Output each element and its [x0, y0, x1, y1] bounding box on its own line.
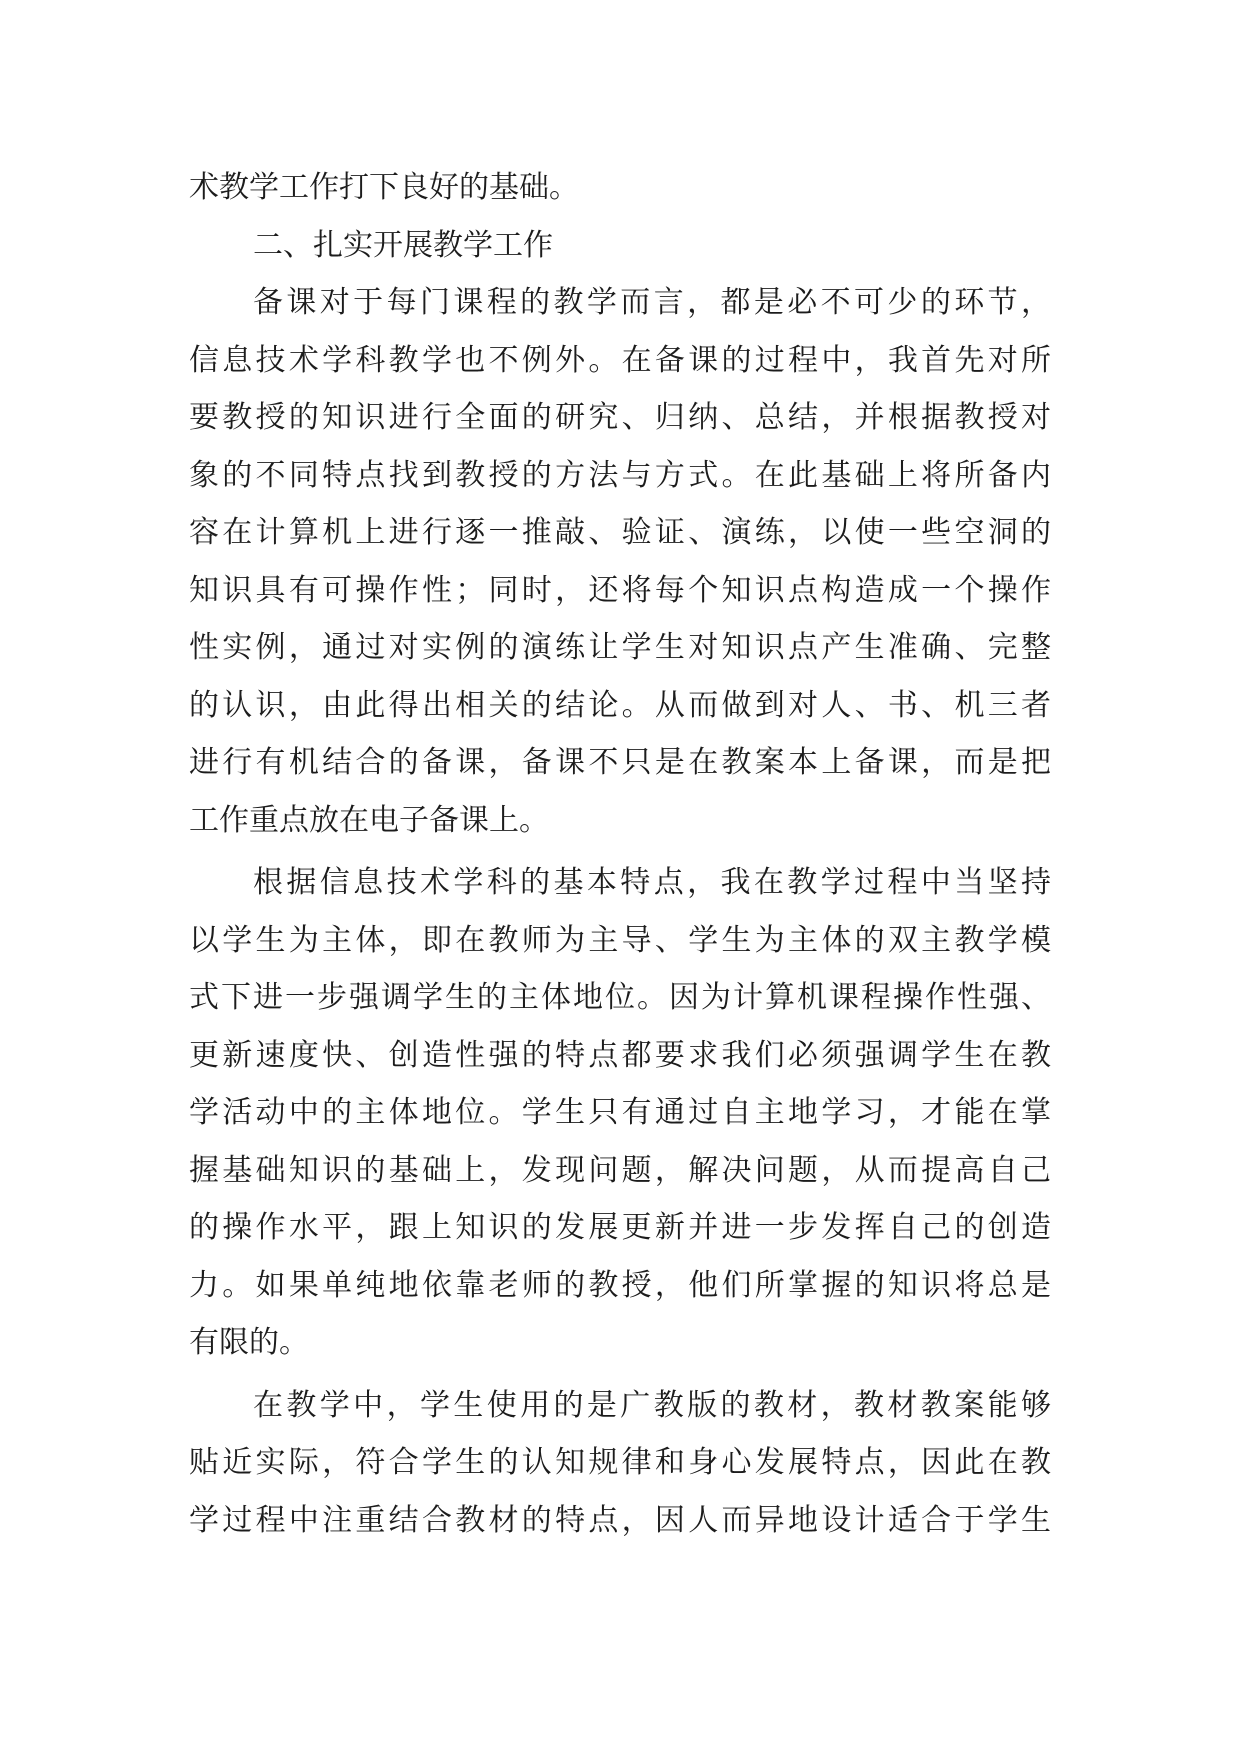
- text-line: 象的不同特点找到教授的方法与方式。在此基础上将所备内: [189, 457, 1051, 493]
- body-text: [189, 159, 1051, 1549]
- paragraph-first-line: 在教学中，学生使用的是广教版的教材，教材教案能够: [253, 1387, 1051, 1423]
- text-line: 进行有机结合的备课，备课不只是在教案本上备课，而是把: [189, 745, 1051, 780]
- section-heading: 二、扎实开展教学工作: [253, 227, 553, 263]
- text-line: 容在计算机上进行逐一推敲、验证、演练，以使一些空洞的: [189, 515, 1051, 550]
- text-line: 知识具有可操作性；同时，还将每个知识点构造成一个操作: [189, 572, 1051, 608]
- text-line: 有限的。: [189, 1325, 309, 1360]
- text-line: 性实例，通过对实例的演练让学生对知识点产生准确、完整: [189, 630, 1051, 665]
- text-line: 信息技术学科教学也不例外。在备课的过程中，我首先对所: [189, 342, 1051, 378]
- text-line: 式下进一步强调学生的主体地位。因为计算机课程操作性强、: [189, 980, 1051, 1015]
- text-line: 术教学工作打下良好的基础。: [189, 170, 579, 205]
- text-line: 学活动中的主体地位。学生只有通过自主地学习，才能在掌: [189, 1095, 1051, 1130]
- text-line: 要教授的知识进行全面的研究、归纳、总结，并根据教授对: [189, 400, 1051, 435]
- text-line: 以学生为主体，即在教师为主导、学生为主体的双主教学模: [189, 922, 1051, 958]
- text-line: 更新速度快、创造性强的特点都要求我们必须强调学生在教: [189, 1037, 1051, 1073]
- text-line: 学过程中注重结合教材的特点，因人而异地设计适合于学生: [189, 1502, 1051, 1538]
- text-line: 工作重点放在电子备课上。: [189, 802, 549, 838]
- paragraph-first-line: 根据信息技术学科的基本特点，我在教学过程中当坚持: [253, 865, 1051, 900]
- text-line: 的认识，由此得出相关的结论。从而做到对人、书、机三者: [189, 687, 1051, 723]
- paragraph-first-line: 备课对于每门课程的教学而言，都是必不可少的环节，: [253, 285, 1051, 320]
- text-line: 力。如果单纯地依靠老师的教授，他们所掌握的知识将总是: [189, 1267, 1051, 1303]
- text-line: 的操作水平，跟上知识的发展更新并进一步发挥自己的创造: [189, 1210, 1051, 1245]
- text-line: 握基础知识的基础上，发现问题，解决问题，从而提高自己: [189, 1152, 1051, 1188]
- text-line: 贴近实际，符合学生的认知规律和身心发展特点，因此在教: [189, 1445, 1051, 1480]
